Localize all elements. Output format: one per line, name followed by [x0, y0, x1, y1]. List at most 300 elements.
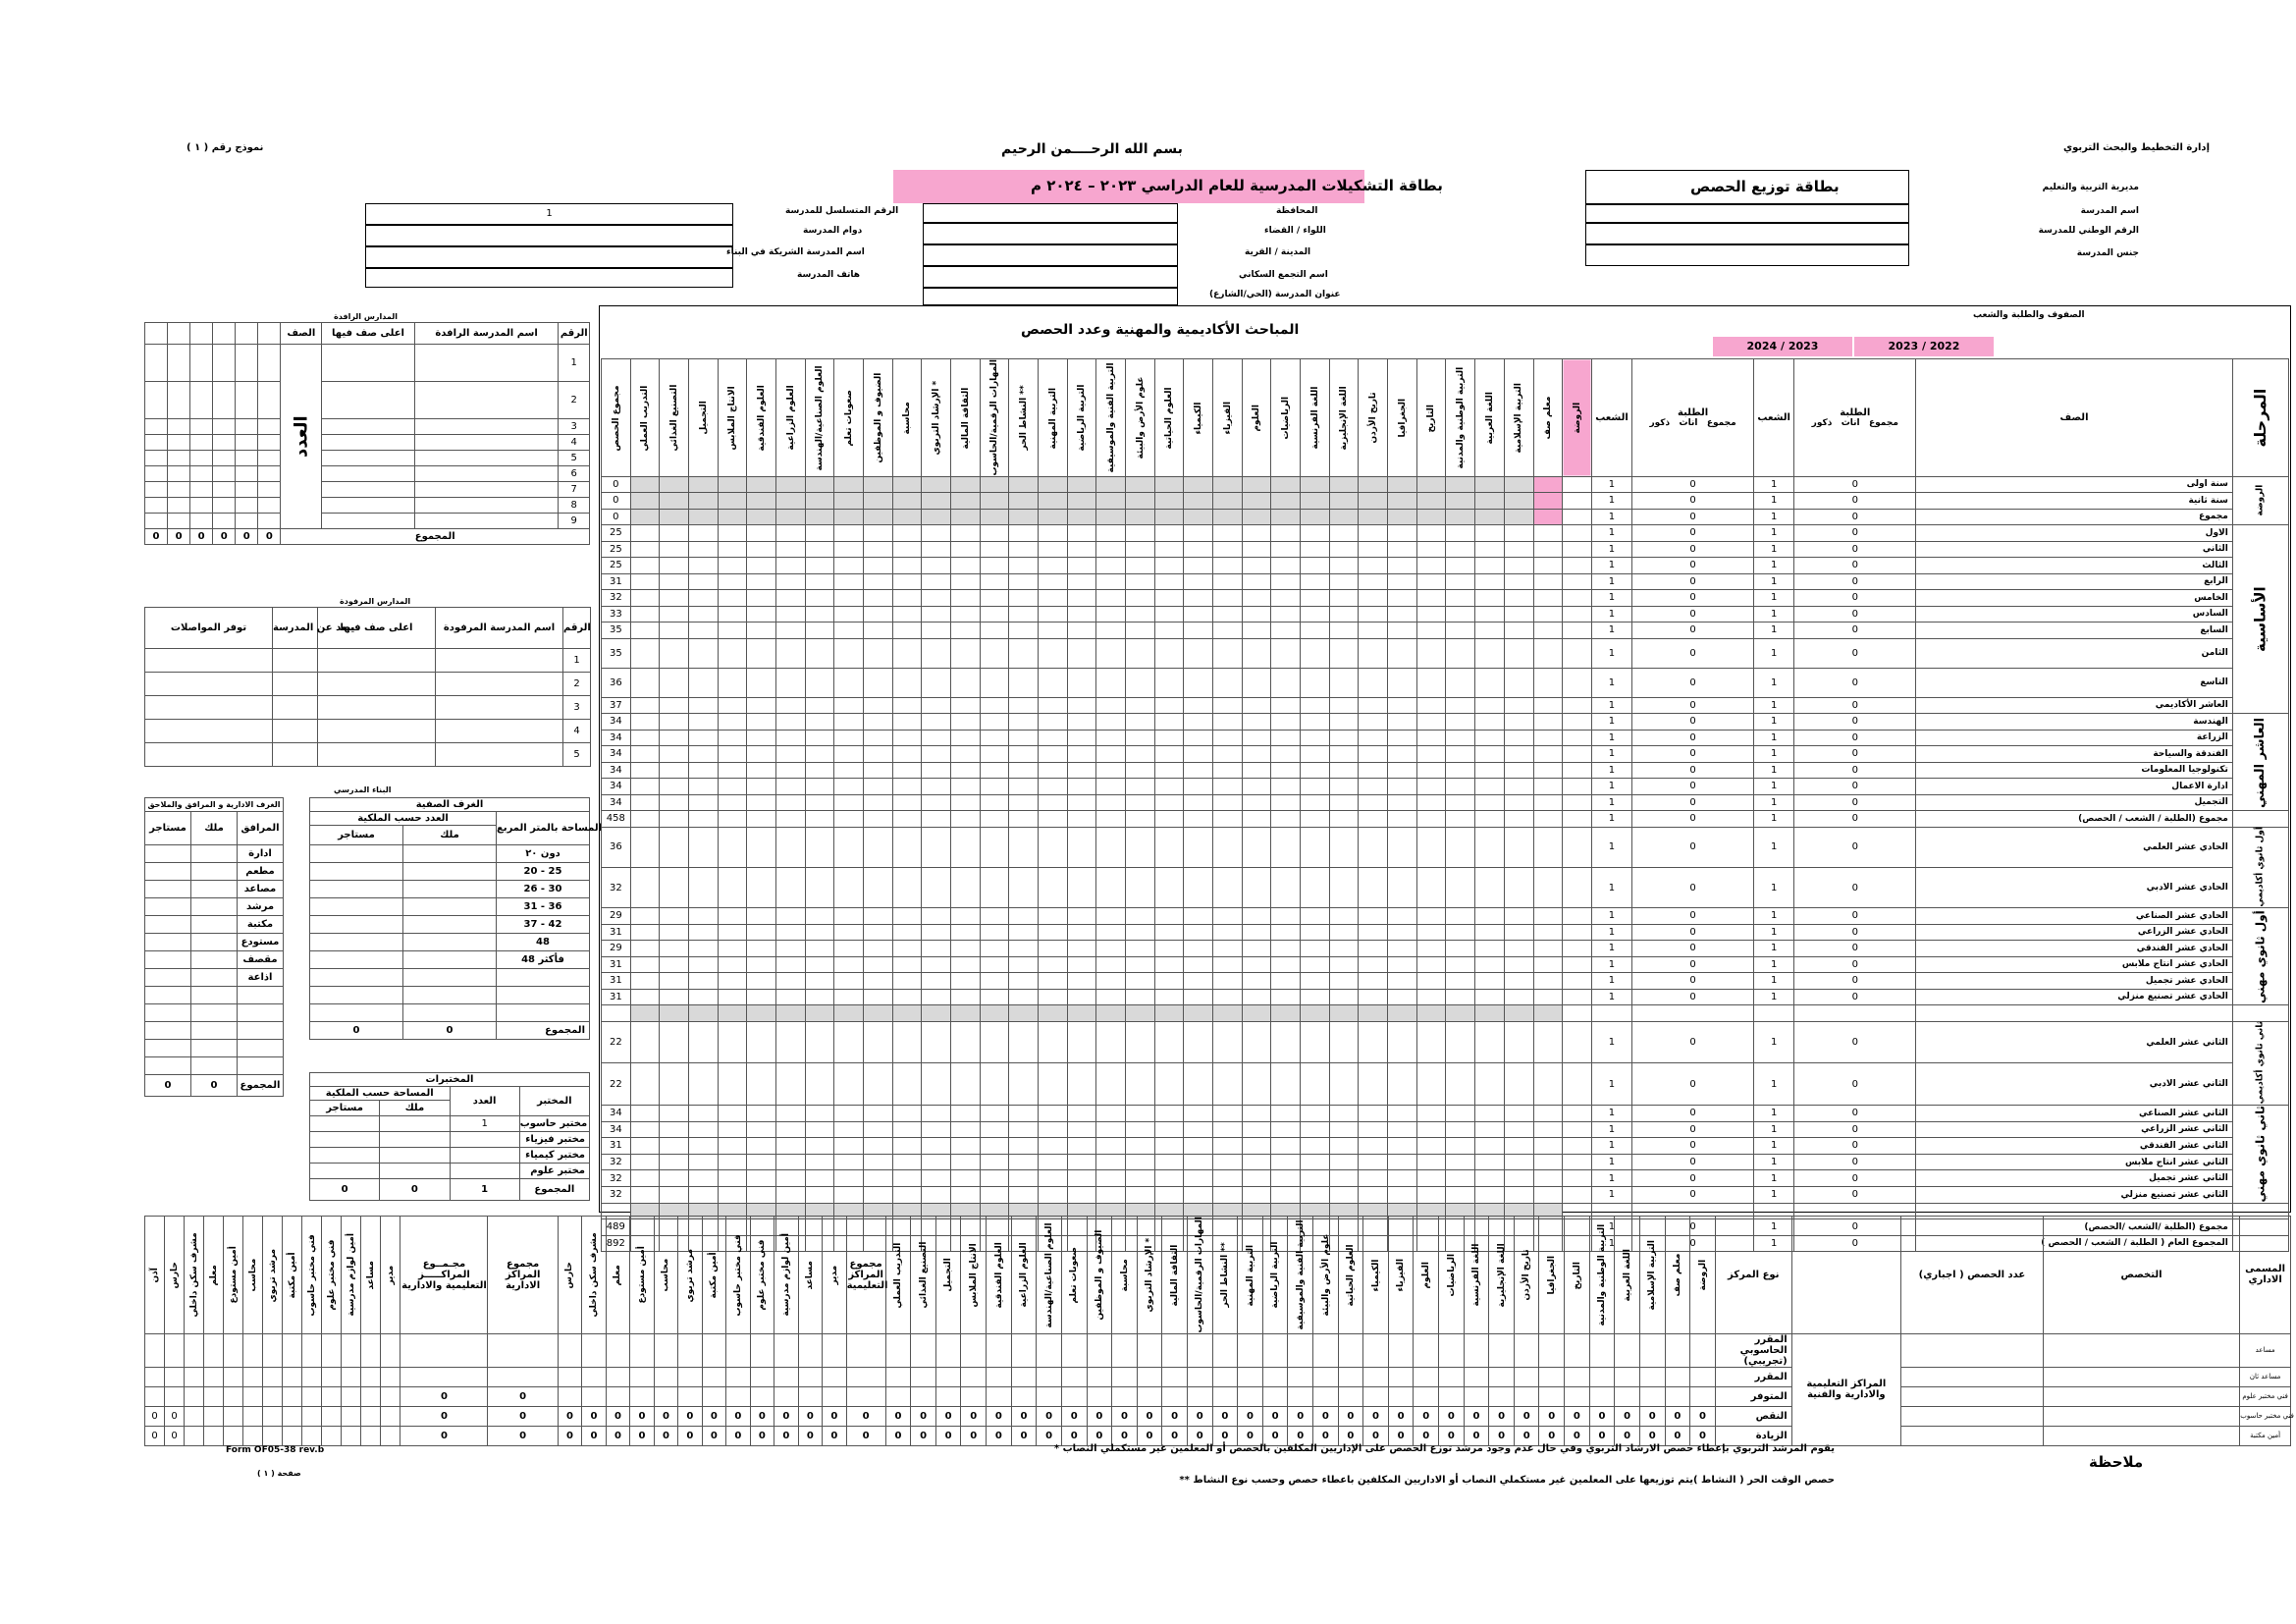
center-subject-cell: 0 — [1514, 1426, 1539, 1445]
sections-prev-cell: 1 — [1754, 762, 1794, 779]
period-cell — [1388, 1138, 1417, 1155]
period-cell — [864, 590, 893, 607]
period-cell — [1388, 1021, 1417, 1063]
period-cell — [1359, 493, 1388, 510]
period-cell — [1329, 827, 1359, 867]
center-subject-cell: 0 — [1137, 1426, 1162, 1445]
periods-cell — [1901, 1333, 2044, 1367]
period-cell — [892, 1170, 922, 1187]
period-cell — [951, 573, 981, 590]
period-cell — [1009, 779, 1039, 795]
period-cell — [1126, 590, 1155, 607]
admin-col-h2: مساعد — [798, 1217, 822, 1334]
period-cell — [864, 1170, 893, 1187]
period-cell — [1126, 1154, 1155, 1170]
period-cell — [1388, 1121, 1417, 1138]
row-no: 8 — [559, 498, 590, 514]
period-cell — [1039, 956, 1068, 973]
feeder-name-cell — [414, 514, 559, 529]
own-cell — [403, 845, 497, 863]
count-col — [168, 323, 190, 345]
center-subject-cell: 0 — [1313, 1426, 1339, 1445]
period-cell — [1271, 558, 1301, 574]
period-cell — [980, 989, 1009, 1005]
period-cell — [660, 989, 689, 1005]
period-cell — [1533, 573, 1563, 590]
center-subject-cell — [935, 1386, 961, 1406]
period-cell — [1475, 1138, 1505, 1155]
period-cell — [1329, 956, 1359, 973]
period-cell — [864, 493, 893, 510]
period-cell — [630, 1186, 660, 1203]
period-cell — [630, 697, 660, 714]
period-cell — [1563, 989, 1592, 1005]
own-cell — [403, 881, 497, 898]
center-type-name: المقرر الحاسوبي (تجريبي) — [1715, 1333, 1791, 1367]
period-cell — [1301, 779, 1330, 795]
period-cell — [1154, 989, 1184, 1005]
period-cell — [1126, 509, 1155, 525]
period-cell — [1446, 956, 1475, 973]
form-code: Form OF05-38 rev.b — [226, 1445, 325, 1455]
period-cell — [1563, 558, 1592, 574]
admin-count2 — [774, 1333, 798, 1367]
period-cell — [951, 509, 981, 525]
period-cell — [1329, 989, 1359, 1005]
school-name-field[interactable] — [1585, 223, 1909, 244]
period-cell — [718, 606, 747, 623]
period-cell — [1213, 525, 1243, 542]
period-cell — [951, 1186, 981, 1203]
class-name: الخامس — [1916, 590, 2233, 607]
period-cell — [805, 509, 834, 525]
class-name: العاشر الأكاديمي — [1916, 697, 2233, 714]
students-prev-cell: 0 — [1794, 590, 1916, 607]
subject-h: الجغرافيا — [1539, 1217, 1565, 1334]
feeder-name-cell — [414, 482, 559, 498]
period-cell — [1359, 989, 1388, 1005]
period-cell — [805, 1106, 834, 1122]
period-cell — [1271, 1138, 1301, 1155]
period-cell — [892, 908, 922, 925]
period-cell — [1184, 714, 1213, 731]
period-cell: 489 — [602, 1219, 631, 1236]
admin-count — [361, 1367, 381, 1386]
admin-total-cell: 0 — [488, 1426, 558, 1445]
period-cell — [776, 827, 806, 867]
period-cell — [951, 493, 981, 510]
period-cell — [1009, 697, 1039, 714]
period-cell — [1184, 1154, 1213, 1170]
rent-cell — [310, 987, 403, 1004]
district-field[interactable] — [923, 223, 1178, 244]
fed-cell — [318, 743, 436, 767]
sections-cell: 1 — [1591, 590, 1631, 607]
center-subject-cell — [1061, 1386, 1087, 1406]
period-cell — [864, 867, 893, 907]
period-cell — [980, 779, 1009, 795]
partner-field[interactable] — [365, 246, 733, 268]
class-name: الثاني عشر العلمي — [1916, 1021, 2233, 1063]
class-name: المجموع العام ( الطلبة / الشعب / الحصص ) — [1916, 1235, 2233, 1252]
center-subject-cell — [1414, 1367, 1439, 1386]
period-cell — [1213, 558, 1243, 574]
students-cell: 0 — [1632, 779, 1754, 795]
period-cell — [1301, 956, 1330, 973]
period-cell — [1416, 762, 1446, 779]
period-cell — [1416, 1106, 1446, 1122]
period-cell — [864, 730, 893, 746]
count-label: العدد — [281, 345, 322, 529]
period-cell — [1504, 606, 1533, 623]
class-name: الثاني عشر تصنيع منزلي — [1916, 1186, 2233, 1203]
period-cell — [922, 924, 951, 941]
period-cell — [1242, 590, 1271, 607]
period-cell — [630, 558, 660, 574]
count-cell — [213, 345, 236, 382]
period-cell — [1359, 606, 1388, 623]
address-field[interactable] — [923, 288, 1178, 305]
period-cell — [892, 509, 922, 525]
period-cell — [922, 762, 951, 779]
period-cell — [864, 827, 893, 867]
period-cell — [776, 730, 806, 746]
main-grid — [601, 358, 2289, 1252]
period-cell — [1039, 509, 1068, 525]
period-cell — [1271, 697, 1301, 714]
center-subject-cell: 0 — [1439, 1406, 1465, 1426]
period-cell — [922, 730, 951, 746]
period-cell — [1388, 1106, 1417, 1122]
period-cell — [1039, 606, 1068, 623]
count-cell — [145, 419, 168, 435]
period-cell — [1213, 573, 1243, 590]
period-cell — [1446, 697, 1475, 714]
admin-count2 — [678, 1386, 702, 1406]
period-cell — [1096, 541, 1126, 558]
period-cell — [1504, 1005, 1533, 1022]
phone-field[interactable] — [365, 268, 733, 288]
center-subject-cell: 0 — [987, 1426, 1012, 1445]
admin-count — [283, 1386, 302, 1406]
admin-count2: 0 — [654, 1406, 677, 1426]
center-subject-cell: 0 — [1489, 1426, 1515, 1445]
period-cell — [1126, 1106, 1155, 1122]
period-cell — [630, 638, 660, 668]
period-cell — [834, 867, 864, 907]
period-cell — [1446, 509, 1475, 525]
period-cell — [1009, 746, 1039, 763]
period-cell — [1563, 746, 1592, 763]
period-cell — [980, 811, 1009, 828]
serial-label: الرقم المتسلسل للمدرسة — [785, 206, 899, 216]
admin-count2 — [558, 1333, 581, 1367]
admin-rent-total: 0 — [145, 1075, 191, 1097]
period-cell — [892, 1121, 922, 1138]
city-field[interactable] — [923, 244, 1178, 266]
period-cell — [1067, 638, 1096, 668]
period-cell — [1533, 590, 1563, 607]
admin-count — [302, 1333, 322, 1367]
rent-cell — [310, 881, 403, 898]
period-cell — [951, 1106, 981, 1122]
period-cell — [1388, 794, 1417, 811]
admin-count — [145, 1333, 165, 1367]
students-prev-cell: 0 — [1794, 794, 1916, 811]
period-cell — [1039, 714, 1068, 731]
period-cell — [1184, 867, 1213, 907]
labs-rent — [310, 1164, 380, 1179]
period-cell — [1039, 493, 1068, 510]
center-subject-cell — [1187, 1367, 1212, 1386]
count-cell — [190, 419, 213, 435]
period-cell — [864, 1106, 893, 1122]
sections-cell: 1 — [1591, 924, 1631, 941]
admin-rent-cell — [145, 1022, 191, 1040]
period-cell — [1039, 1186, 1068, 1203]
period-cell — [1271, 623, 1301, 639]
period-cell — [951, 1063, 981, 1106]
period-cell — [1359, 573, 1388, 590]
period-cell — [892, 973, 922, 990]
center-subject-cell — [1414, 1386, 1439, 1406]
students-cell: 0 — [1632, 794, 1754, 811]
period-cell — [1563, 1106, 1592, 1122]
period-cell — [1504, 509, 1533, 525]
period-cell — [1067, 794, 1096, 811]
period-cell — [922, 746, 951, 763]
admin-own-cell — [191, 951, 238, 969]
period-cell — [1533, 1063, 1563, 1106]
period-cell — [1563, 1154, 1592, 1170]
count-cell — [145, 482, 168, 498]
period-cell — [1184, 1021, 1213, 1063]
count-cell — [236, 514, 258, 529]
period-cell — [1416, 989, 1446, 1005]
period-cell — [718, 1170, 747, 1187]
period-cell — [1359, 525, 1388, 542]
period-cell — [1213, 779, 1243, 795]
period-cell — [1067, 558, 1096, 574]
period-cell — [892, 1138, 922, 1155]
period-cell — [1301, 867, 1330, 907]
period-cell — [1504, 1186, 1533, 1203]
admin-count — [145, 1386, 165, 1406]
period-cell — [776, 1021, 806, 1063]
center-subject-cell: 0 — [1565, 1406, 1590, 1426]
period-cell — [1329, 476, 1359, 493]
period-cell — [1184, 989, 1213, 1005]
period-cell — [776, 525, 806, 542]
period-cell — [1446, 1063, 1475, 1106]
center-subject-cell — [1137, 1367, 1162, 1386]
period-cell — [834, 606, 864, 623]
center-type-name: الزيادة — [1715, 1426, 1791, 1445]
sections-cell: 1 — [1591, 541, 1631, 558]
facility-name — [238, 1004, 284, 1022]
admin-col-h: محاسب — [243, 1217, 263, 1334]
labs-own — [380, 1132, 450, 1148]
period-cell — [1359, 956, 1388, 973]
period-cell — [689, 811, 719, 828]
admin-count — [381, 1426, 400, 1445]
period-cell — [776, 746, 806, 763]
rooms-total-label: المجموع — [497, 1022, 590, 1040]
period-cell — [1126, 973, 1155, 990]
labs-grid — [309, 1072, 590, 1201]
period-cell — [980, 638, 1009, 668]
subject-h: العلوم الزراعية — [1011, 1217, 1037, 1334]
period-cell — [1329, 1121, 1359, 1138]
admin-count2: 0 — [702, 1406, 725, 1426]
period-cell — [951, 1154, 981, 1170]
count-cell — [213, 451, 236, 466]
period-cell — [1242, 811, 1271, 828]
period-cell — [660, 1170, 689, 1187]
period-cell — [776, 956, 806, 973]
serial-field[interactable] — [365, 203, 733, 225]
period-cell — [1067, 1121, 1096, 1138]
periods-cell — [1901, 1367, 2044, 1386]
period-cell — [864, 1063, 893, 1106]
subject-header: التجميل — [689, 359, 719, 477]
governorate-field[interactable] — [923, 203, 1178, 223]
rent-cell — [310, 898, 403, 916]
period-cell — [1329, 1106, 1359, 1122]
period-cell — [1388, 779, 1417, 795]
period-cell — [1213, 867, 1243, 907]
period-cell: 22 — [602, 1063, 631, 1106]
rooms-title: الغرف الصفية — [310, 798, 590, 812]
period-cell — [1067, 541, 1096, 558]
period-cell — [892, 714, 922, 731]
national-no-field[interactable] — [1585, 244, 1909, 266]
count-col — [236, 323, 258, 345]
center-subject-cell: 0 — [1539, 1426, 1565, 1445]
period-cell — [980, 746, 1009, 763]
admin-count — [165, 1386, 185, 1406]
subject-h: التجميل — [935, 1217, 961, 1334]
period-cell — [689, 924, 719, 941]
period-cell — [630, 1138, 660, 1155]
area-range — [497, 987, 590, 1004]
own-cell — [403, 951, 497, 969]
period-cell — [776, 714, 806, 731]
period-cell — [1533, 746, 1563, 763]
period-cell — [747, 1154, 776, 1170]
period-cell — [1067, 827, 1096, 867]
students-prev-cell: 0 — [1794, 697, 1916, 714]
period-cell — [1533, 908, 1563, 925]
period-cell — [1067, 1170, 1096, 1187]
period-cell — [805, 541, 834, 558]
serial-value: 1 — [546, 208, 553, 219]
period-cell — [951, 558, 981, 574]
period-cell — [1416, 973, 1446, 990]
period-cell — [1271, 762, 1301, 779]
sections-prev-cell: 1 — [1754, 623, 1794, 639]
period-cell — [864, 525, 893, 542]
period-cell — [1096, 1186, 1126, 1203]
center-subject-cell — [1338, 1386, 1363, 1406]
rent-cell — [310, 916, 403, 934]
community-field[interactable] — [923, 266, 1178, 288]
sections-prev-cell: 1 — [1754, 1021, 1794, 1063]
period-cell: 458 — [602, 811, 631, 828]
period-cell — [922, 941, 951, 957]
sections-cell: 1 — [1591, 493, 1631, 510]
period-cell — [1271, 746, 1301, 763]
admin-count2 — [606, 1333, 629, 1367]
shift-field[interactable] — [365, 225, 733, 246]
count-cell — [190, 345, 213, 382]
period-cell — [1416, 590, 1446, 607]
period-cell — [718, 668, 747, 697]
period-cell — [1504, 623, 1533, 639]
spec-cell — [2043, 1333, 2239, 1367]
admin-count — [361, 1333, 381, 1367]
national-no-label: الرقم الوطني للمدرسة — [2038, 226, 2139, 236]
admin-count2: 0 — [678, 1426, 702, 1445]
period-cell — [1184, 590, 1213, 607]
period-cell — [1126, 541, 1155, 558]
period-cell — [718, 1063, 747, 1106]
period-cell — [1475, 525, 1505, 542]
admin-count — [243, 1333, 263, 1367]
admin-role-h: المسمى الاداري — [2240, 1217, 2291, 1334]
period-cell — [1533, 1138, 1563, 1155]
count-cell — [168, 514, 190, 529]
period-cell — [1301, 697, 1330, 714]
students-cell: 0 — [1632, 989, 1754, 1005]
period-cell — [1504, 924, 1533, 941]
admin-count2 — [558, 1386, 581, 1406]
period-cell — [951, 867, 981, 907]
period-cell — [1475, 606, 1505, 623]
period-cell — [1184, 525, 1213, 542]
period-cell — [1242, 697, 1271, 714]
period-cell — [689, 779, 719, 795]
period-cell — [630, 973, 660, 990]
center-subject-cell: 0 — [1514, 1406, 1539, 1426]
subject-header: صعوبات تعلم — [834, 359, 864, 477]
students-cell: 0 — [1632, 668, 1754, 697]
admin-count — [381, 1333, 400, 1367]
period-cell — [1533, 714, 1563, 731]
period-cell — [1446, 762, 1475, 779]
period-cell — [630, 794, 660, 811]
period-cell — [1184, 1005, 1213, 1022]
period-cell — [834, 1121, 864, 1138]
period-cell — [892, 811, 922, 828]
period-cell — [689, 956, 719, 973]
period-cell — [1416, 730, 1446, 746]
period-cell — [951, 989, 981, 1005]
class-name: الحادي عشر تجميل — [1916, 973, 2233, 990]
period-cell — [805, 1005, 834, 1022]
directorate-field[interactable] — [1585, 203, 1909, 223]
period-cell: 32 — [602, 1186, 631, 1203]
subject-header: اللغة العربية — [1475, 359, 1505, 477]
students-prev-cell: 0 — [1794, 509, 1916, 525]
total-cell: 0 — [213, 529, 236, 545]
period-cell — [1039, 590, 1068, 607]
period-cell — [776, 697, 806, 714]
center-subject-cell: 0 — [1212, 1406, 1238, 1426]
period-cell — [1126, 606, 1155, 623]
period-cell — [1009, 827, 1039, 867]
sections-cell: 1 — [1591, 509, 1631, 525]
